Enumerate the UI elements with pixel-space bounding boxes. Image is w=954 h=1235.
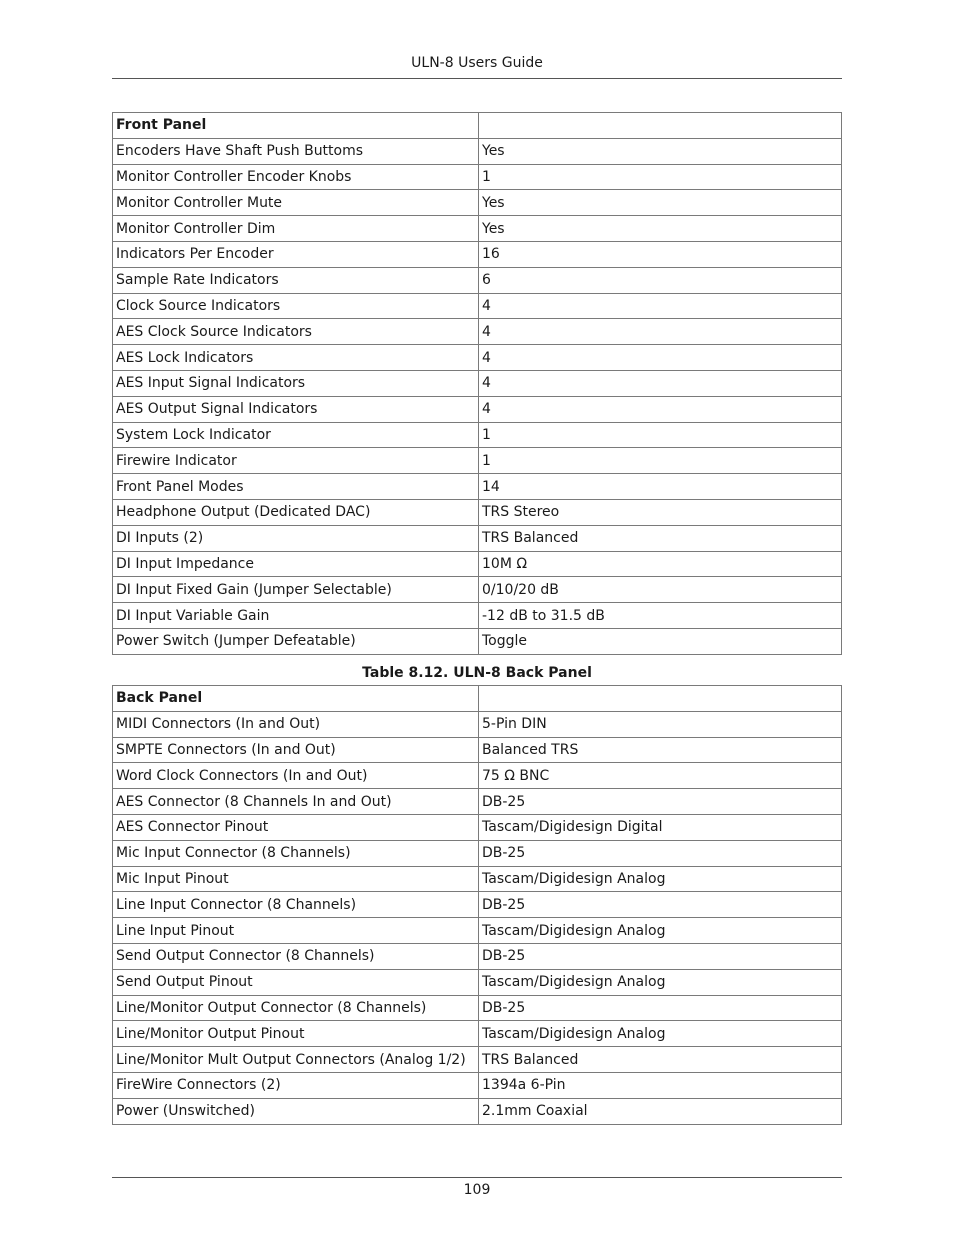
spec-value: TRS Stereo	[479, 499, 842, 525]
page-number: 109	[463, 1182, 491, 1198]
front-panel-heading: Front Panel	[113, 113, 479, 139]
spec-label: DI Inputs (2)	[113, 525, 479, 551]
spec-value: Tascam/Digidesign Digital	[479, 814, 842, 840]
table-row	[113, 138, 842, 164]
spec-label: Monitor Controller Mute	[113, 190, 479, 216]
spec-value: 2.1mm Coaxial	[479, 1098, 842, 1124]
spec-label: Line Input Pinout	[113, 918, 479, 944]
spec-value: Tascam/Digidesign Analog	[479, 866, 842, 892]
spec-label: AES Input Signal Indicators	[113, 370, 479, 396]
spec-value: TRS Balanced	[479, 1047, 842, 1073]
spec-value: Tascam/Digidesign Analog	[479, 1021, 842, 1047]
spec-label: Firewire Indicator	[113, 448, 479, 474]
spec-label: Line Input Connector (8 Channels)	[113, 892, 479, 918]
table-row	[113, 603, 842, 629]
spec-value: 75 Ω BNC	[479, 763, 842, 789]
table-row	[113, 943, 842, 969]
spec-label: Headphone Output (Dedicated DAC)	[113, 499, 479, 525]
back-panel-heading: Back Panel	[113, 686, 479, 712]
back-panel-caption: Table 8.12. ULN-8 Back Panel	[362, 665, 592, 681]
spec-label: Encoders Have Shaft Push Buttoms	[113, 138, 479, 164]
table-row	[113, 448, 842, 474]
front-panel-table	[112, 112, 842, 655]
spec-value: Tascam/Digidesign Analog	[479, 969, 842, 995]
front-panel-body	[113, 113, 842, 655]
spec-value: DB-25	[479, 943, 842, 969]
spec-label: Send Output Pinout	[113, 969, 479, 995]
spec-value: Yes	[479, 216, 842, 242]
back-panel-table	[112, 685, 842, 1125]
table-row	[113, 918, 842, 944]
spec-value: 4	[479, 293, 842, 319]
spec-label: AES Connector (8 Channels In and Out)	[113, 789, 479, 815]
table-row	[113, 866, 842, 892]
spec-value: 4	[479, 370, 842, 396]
table-row	[113, 577, 842, 603]
spec-value: 1394a 6-Pin	[479, 1072, 842, 1098]
spec-label: FireWire Connectors (2)	[113, 1072, 479, 1098]
running-header: ULN-8 Users Guide	[411, 55, 543, 71]
spec-label: Word Clock Connectors (In and Out)	[113, 763, 479, 789]
spec-value: 1	[479, 422, 842, 448]
spec-label: AES Output Signal Indicators	[113, 396, 479, 422]
table-row	[113, 216, 842, 242]
spec-label: DI Input Variable Gain	[113, 603, 479, 629]
table-row	[113, 190, 842, 216]
spec-label: Monitor Controller Dim	[113, 216, 479, 242]
spec-label: Line/Monitor Output Pinout	[113, 1021, 479, 1047]
spec-value: 10M Ω	[479, 551, 842, 577]
spec-value: 0/10/20 dB	[479, 577, 842, 603]
table-row	[113, 422, 842, 448]
spec-value: 4	[479, 319, 842, 345]
spec-value: 16	[479, 241, 842, 267]
spec-value: 1	[479, 448, 842, 474]
footer-rule	[112, 1177, 842, 1178]
spec-value: DB-25	[479, 995, 842, 1021]
spec-value: TRS Balanced	[479, 525, 842, 551]
spec-label: Power (Unswitched)	[113, 1098, 479, 1124]
back-panel-heading-row	[113, 686, 842, 712]
table-row	[113, 969, 842, 995]
spec-label: Monitor Controller Encoder Knobs	[113, 164, 479, 190]
spec-label: AES Lock Indicators	[113, 345, 479, 371]
spec-label: Send Output Connector (8 Channels)	[113, 943, 479, 969]
spec-label: Mic Input Connector (8 Channels)	[113, 840, 479, 866]
table-row	[113, 840, 842, 866]
spec-value: 4	[479, 345, 842, 371]
spec-value: Yes	[479, 138, 842, 164]
spec-value: 4	[479, 396, 842, 422]
table-row	[113, 267, 842, 293]
table-row	[113, 1047, 842, 1073]
table-row	[113, 628, 842, 654]
header-rule	[112, 78, 842, 79]
table-row	[113, 551, 842, 577]
spec-label: Power Switch (Jumper Defeatable)	[113, 628, 479, 654]
table-row	[113, 499, 842, 525]
spec-value: Toggle	[479, 628, 842, 654]
spec-value: DB-25	[479, 840, 842, 866]
spec-label: System Lock Indicator	[113, 422, 479, 448]
spec-label: Indicators Per Encoder	[113, 241, 479, 267]
table-row	[113, 814, 842, 840]
spec-label: Mic Input Pinout	[113, 866, 479, 892]
table-row	[113, 711, 842, 737]
table-row	[113, 789, 842, 815]
spec-label: Line/Monitor Output Connector (8 Channels)	[113, 995, 479, 1021]
spec-value: Yes	[479, 190, 842, 216]
table-row	[113, 293, 842, 319]
front-panel-heading-row	[113, 113, 842, 139]
spec-label: SMPTE Connectors (In and Out)	[113, 737, 479, 763]
table-row	[113, 763, 842, 789]
table-row	[113, 370, 842, 396]
spec-value: 6	[479, 267, 842, 293]
table-row	[113, 396, 842, 422]
spec-value: 1	[479, 164, 842, 190]
spec-value: Tascam/Digidesign Analog	[479, 918, 842, 944]
spec-label: AES Connector Pinout	[113, 814, 479, 840]
spec-label: DI Input Fixed Gain (Jumper Selectable)	[113, 577, 479, 603]
table-row	[113, 319, 842, 345]
table-row	[113, 737, 842, 763]
table-row	[113, 525, 842, 551]
spec-label: Front Panel Modes	[113, 474, 479, 500]
table-row	[113, 892, 842, 918]
spec-value: DB-25	[479, 892, 842, 918]
table-row	[113, 345, 842, 371]
front-panel-heading-value	[479, 113, 842, 139]
spec-value: 5-Pin DIN	[479, 711, 842, 737]
spec-value: 14	[479, 474, 842, 500]
table-row	[113, 474, 842, 500]
table-row	[113, 164, 842, 190]
table-row	[113, 241, 842, 267]
table-row	[113, 1098, 842, 1124]
spec-value: -12 dB to 31.5 dB	[479, 603, 842, 629]
spec-label: MIDI Connectors (In and Out)	[113, 711, 479, 737]
spec-label: DI Input Impedance	[113, 551, 479, 577]
table-row	[113, 1072, 842, 1098]
back-panel-body	[113, 686, 842, 1125]
table-row	[113, 995, 842, 1021]
table-row	[113, 1021, 842, 1047]
spec-label: AES Clock Source Indicators	[113, 319, 479, 345]
spec-value: Balanced TRS	[479, 737, 842, 763]
spec-label: Clock Source Indicators	[113, 293, 479, 319]
spec-label: Sample Rate Indicators	[113, 267, 479, 293]
back-panel-heading-value	[479, 686, 842, 712]
spec-value: DB-25	[479, 789, 842, 815]
spec-label: Line/Monitor Mult Output Connectors (Analog 1/2)	[113, 1047, 479, 1073]
